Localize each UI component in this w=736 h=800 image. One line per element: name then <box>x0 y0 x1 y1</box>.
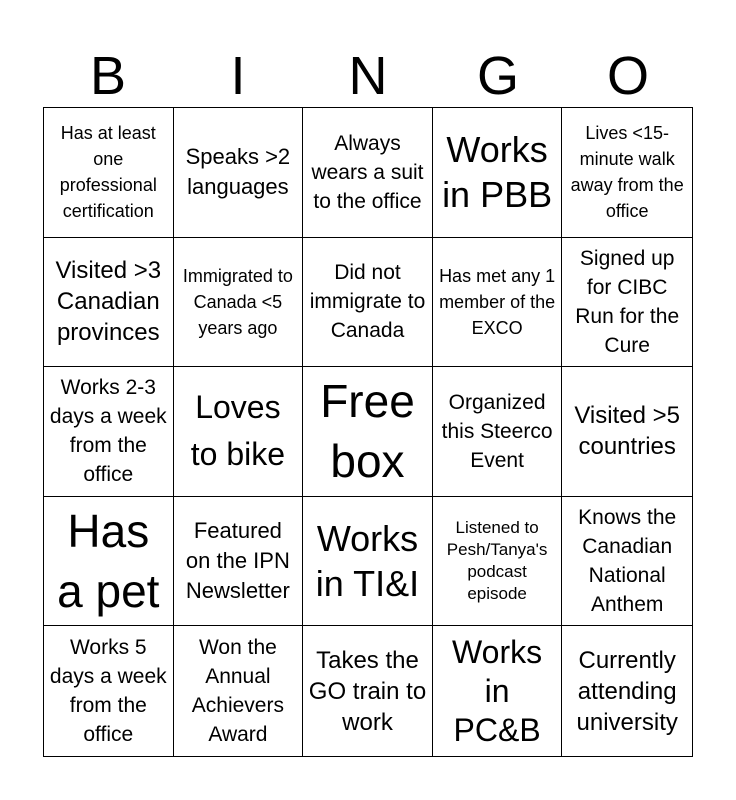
header-letter-o: O <box>606 46 649 106</box>
bingo-cell-text: Has at least one professional certification <box>59 123 157 222</box>
bingo-cell[interactable] <box>303 626 433 756</box>
bingo-cell-text: Has a pet <box>57 505 160 618</box>
bingo-cell[interactable] <box>562 108 692 238</box>
header-letter-g: G <box>476 46 519 106</box>
bingo-cell-text: Lives <15-minute walk away from the office <box>570 123 684 222</box>
bingo-cell[interactable] <box>44 108 174 238</box>
bingo-cell[interactable] <box>174 238 304 368</box>
bingo-cell-text: Always wears a suit to the office <box>311 131 424 213</box>
bingo-cell-text: Works in PC&B <box>452 633 543 748</box>
bingo-cell[interactable] <box>44 238 174 368</box>
bingo-cell-text: Won the Annual Achievers Award <box>191 636 284 747</box>
bingo-header <box>43 45 693 107</box>
bingo-cell[interactable] <box>44 497 174 627</box>
bingo-cell-text: Visited >5 countries <box>574 402 680 461</box>
bingo-board <box>43 107 693 757</box>
bingo-cell[interactable] <box>433 108 563 238</box>
bingo-cell-text: Immigrated to Canada <5 years ago <box>182 265 293 338</box>
bingo-cell[interactable] <box>562 238 692 368</box>
bingo-cell-text: Speaks >2 languages <box>185 144 291 200</box>
bingo-cell-text: Knows the Canadian National Anthem <box>578 506 677 617</box>
bingo-cell[interactable] <box>174 626 304 756</box>
bingo-cell[interactable] <box>303 497 433 627</box>
bingo-cell[interactable] <box>562 497 692 627</box>
bingo-cell[interactable] <box>433 626 563 756</box>
header-letter-n: N <box>348 46 388 106</box>
bingo-cell-text: Did not immigrate to Canada <box>309 261 426 343</box>
bingo-cell[interactable] <box>303 367 433 497</box>
bingo-cell-text: Takes the GO train to work <box>308 646 427 736</box>
bingo-cell[interactable] <box>174 108 304 238</box>
header-letter-b: B <box>89 46 127 106</box>
bingo-cell[interactable] <box>303 108 433 238</box>
bingo-cell-text: Organized this Steerco Event <box>441 390 553 472</box>
bingo-cell-text: Works in PBB <box>442 129 553 216</box>
bingo-cell[interactable] <box>303 238 433 368</box>
header-letter-i: I <box>230 46 246 106</box>
bingo-cell-text: Featured on the IPN Newsletter <box>185 518 290 604</box>
bingo-cell[interactable] <box>174 497 304 627</box>
bingo-cell[interactable] <box>433 238 563 368</box>
bingo-cell-text: Signed up for CIBC Run for the Cure <box>575 246 680 357</box>
bingo-cell[interactable] <box>433 497 563 627</box>
bingo-cell-text: Works in TI&I <box>315 518 420 605</box>
bingo-cell[interactable] <box>44 367 174 497</box>
bingo-cell-text: Works 2-3 days a week from the office <box>49 376 167 487</box>
bingo-cell-text: Visited >3 Canadian provinces <box>55 257 162 347</box>
bingo-cell[interactable] <box>174 367 304 497</box>
bingo-cell-text: Currently attending university <box>576 646 678 736</box>
bingo-cell[interactable] <box>433 367 563 497</box>
bingo-cell-text: Loves to bike <box>190 389 286 473</box>
bingo-cell-text: Has met any 1 member of the EXCO <box>439 265 556 338</box>
bingo-cell-text: Listened to Pesh/Tanya's podcast episode <box>446 518 548 604</box>
bingo-cell-text: Works 5 days a week from the office <box>49 636 167 747</box>
bingo-cell-text: Free box <box>320 375 415 488</box>
bingo-cell[interactable] <box>562 626 692 756</box>
bingo-cell[interactable] <box>44 626 174 756</box>
bingo-cell[interactable] <box>562 367 692 497</box>
